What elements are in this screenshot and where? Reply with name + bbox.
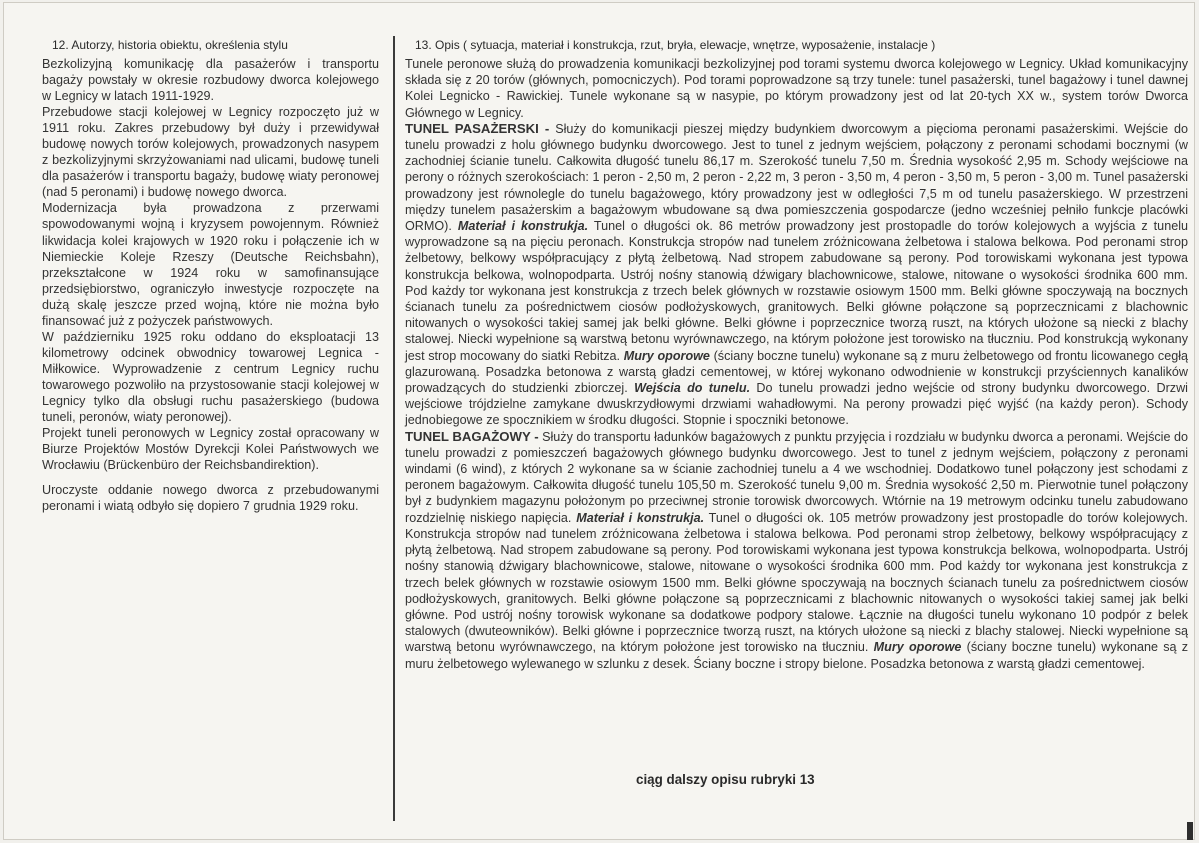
- right-column: [405, 38, 1188, 672]
- passenger-tunnel-paragraph: [405, 121, 1188, 429]
- section-12-body: [42, 56, 379, 514]
- tunnel-entrances-heading: Wejścia do tunelu.: [634, 381, 751, 396]
- paragraph: Bezkolizyjną komunikację dla pasażerów i transportu bagaży powstały w okresie rozbudowy dworca kolejowego w Legnicy w latach 1911-1929.: [42, 57, 379, 104]
- passenger-tunnel-title: TUNEL PASAŻERSKI -: [405, 120, 550, 136]
- section-13-body: [405, 56, 1188, 672]
- text-run: Służy do transportu ładunków bagażowych z punktu przyjęcia i rozdziału w budynku dworca a peronami. Wejście do tunelu prowadzi z pomieszczeń bagażowych głównego budynku dworcowego. Jest to tunel z jednym wejściem, połączony z peronami windami (6 wind), z których 2 wykonane sa w ścianie zachodniej tunelu a 4 we wschodniej. Dodatkowo tunel połączony jest schodami z peronem bagażowym. Całkowita długość tunelu 105,50 m. Szerokość tunelu 9,00 m. Średnia wysokość 2,50 m. Pierwotnie tunel połączony był z budynkiem magazynu położonym po przeciwnej stronie torowisk dworcowych. Wtórnie na 19 metrowym odcinku tunelu zabudowano rozdzielnię niskiego napięcia.: [405, 429, 1188, 525]
- paragraph: W październiku 1925 roku oddano do eksploatacji 13 kilometrowy odcinek obwodnicy towarowej Legnica - Miłkowice. Wyprowadzenie z centrum Legnicy ruchu towarowego pozwoliło na przystosowanie stacji kolejowej w Legnicy tylko dla obsługi ruchu pasażerskiego (budowa tuneli, peronów, wiaty peronowej).: [42, 329, 379, 425]
- baggage-tunnel-paragraph: [405, 429, 1188, 672]
- paragraph: Modernizacja była prowadzona z przerwami spowodowanymi wojną i kryzysem powojennym. Również likwidacja kolei krajowych w 1920 roku i połączenie ich w Niemieckie Koleje Rzeszy (Deutsche Reichsbahn), przekształcone w 1924 roku w samofinansujące przedsiębiorstwo, ograniczyło inwestycje rozpoczęte na dużą skalę jeszcze przed wojną, które nie można było finansować już z pożyczek państwowych.: [42, 201, 379, 328]
- material-heading: Materiał i konstrukja.: [457, 219, 589, 234]
- paragraph: Przebudowe stacji kolejowej w Legnicy rozpoczęto już w 1911 roku. Zakres przebudowy był duży i przewidywał budowę nowych torów kolejowych, prowadzonych nasypem z bezkolizyjnymi skrzyżowaniami nad ulicami, budowę tuneli dla pasażerów i transportu bagaży, budowę wiaty peronowej (nad 5 peronami) i budowę nowego dworca.: [42, 105, 379, 200]
- baggage-tunnel-title: TUNEL BAGAŻOWY -: [405, 428, 539, 444]
- text-run: Służy do komunikacji pieszej między budynkiem dworcowym a pięcioma peronami pasażerskimi. Wejście do tunelu prowadzi z holu głównego budynku dworcowego. Jest to tunel z jednym wejściem, połączony z peronami schodami bocznymi (w zachodniej ścianie tunelu. Całkowita długość tunelu 86,17 m. Szerokość tunelu 7,50 m. Średnia wysokość 2,95 m. Schody wejściowe na perony o różnych szerokościach: 1 peron - 2,50 m, 2 peron - 2,22 m, 3 peron - 3,50 m, 4 peron - 3,50 m, 5 peron - 3,00 m. Tunel pasażerski prowadzony jest równolegle do tunelu bagażowego, który prowadzony jest w odległości 7,5 m od tunelu pasażerskiego. W przestrzeni między tunelem pasażerskim a bagażowym wbudowane są dwa pomieszczenia gospodarcze (jedno wcześniej pełniło funkcje placówki ORMO).: [405, 121, 1189, 234]
- paragraph-gap: [42, 473, 379, 482]
- text-run: Tunel o długości ok. 86 metrów prowadzony jest prostopadle do torów kolejowych a wyjścia z tunelu wyprowadzone są na pięciu peronach. Konstrukcja stropów nad tunelem zróżnicowana żelbetowa i stalowa belkowa. Pod peronami strop żelbetowy, belkowy współpracujący z płytą żelbetową. Nad stropem zabudowane są perony. Pod torowiskami wykonana jest typowa konstrukcja belkowa, wolnopodparta. Ustrój nośny stanowią dźwigary blachownicowe, stalowe, nitowane o wysokości środnika 600 mm. Pod każdy tor wykonana jest konstrukcja z trzech belek głównych w rozstawie osiowym 1500 mm. Belki główne spoczywają na bocznych ścianach tunelu za pośrednictwem ciosów podłożyskowych, granitowych. Belki główne połączone są poprzecznicami z blachownic nitowanych o wysokości takiej samej jak belki główne. Belki główne i poprzecznice tworzą ruszt, na których ułożone są niecki z blachy stalowej. Niecki wypełnione są warstwą betonu wyrównawczego, na którym położone jest torowisko na tłuczniu. Pod konstrukcją wykonany jest strop mocowany do siatki Rebitza.: [405, 219, 1188, 363]
- material-heading: Materiał i konstrukja.: [576, 510, 705, 525]
- column-divider: [393, 36, 395, 821]
- section-13-header: 13. Opis ( sytuacja, materiał i konstrukcja, rzut, bryła, elewacje, wnętrze, wyposażenie, instalacje ): [415, 38, 936, 52]
- left-column: [42, 38, 379, 514]
- retaining-walls-heading: Mury oporowe: [623, 348, 710, 363]
- text-run: Do tunelu prowadzi jedno wejście od strony budynku dworcowego. Drzwi wejściowe trójdzielne zamykane dwuskrzydłowymi drzwiami wahadłowymi. Na perony prowadzi pięć wyjść (na każdy peron). Schody jednobiegowe ze spocznikiem w środku długości. Stopnie i spoczniki betonowe.: [405, 381, 1188, 428]
- intro-paragraph: Tunele peronowe służą do prowadzenia komunikacji bezkolizyjnej pod torami systemu dworca kolejowego w Legnicy. Układ komunikacyjny składa się z 20 torów (głównych, pomocniczych). Pod torami poprowadzone są trzy tunele: tunel pasażerski, tunel bagażowy i tunel dawnej Kolei Legnicko - Rawickiej. Tunele wykonane są w nasypie, po którym prowadzony jest od lat 20-tych XX w., system torów Dworca Głównego w Legnicy.: [405, 57, 1188, 120]
- paragraph: Projekt tuneli peronowych w Legnicy został opracowany w Biurze Projektów Mostów Dyrekcji Kolei Państwowych we Wrocławiu (Brückenbüro der Reichsbandirektion).: [42, 426, 379, 473]
- text-run: (ściany boczne tunelu) wykonane są z muru żelbetowego wylewanego w szlunku z desek. Ściany boczne i stropy bielone. Posadzka betonowa z warstą gładzi cementowej.: [405, 640, 1189, 671]
- section-12-header: 12. Autorzy, historia obiektu, określenia stylu: [52, 38, 288, 52]
- text-run: Tunel o długości ok. 105 metrów prowadzony jest prostopadle do torów kolejowych. Konstrukcja stropów nad tunelem zróżnicowana żelbetowa i stalowa belkowa. Pod peronami strop żelbetowy, belkowy współpracujący z płytą żelbetową. Nad stropem zabudowane są perony. Pod torowiskami wykonana jest typowa konstrukcja belkowa, wolnopodparta. Ustrój nośny stanowią dźwigary blachownicowe, stalowe, nitowane o wysokości środnika 600 mm. Pod każdy tor wykonana jest konstrukcja z trzech belek głównych w rozstawie osiowym 1500 mm. Belki główne spoczywają na bocznych ścianach tunelu za pośrednictwem ciosów podłożyskowych, granitowych. Belki główne połączone są poprzecznicami z blachownic nitowanych o wysokości takiej samej jak belki główne. Pod ustrój nośny torowisk wykonane sa dodatkowe podpory stalowe. Łącznie na długości tunelu wykonano 10 podpór z belek stalowych (dwuteowników). Belki główne i poprzecznice tworzą ruszt, na których ułożone są niecki z blachy stalowej. Niecki wypełnione są warstwą betonu wyrównawczego, na którym położone jest torowisko na tłuczniu.: [405, 510, 1189, 655]
- continued-note: ciąg dalszy opisu rubryki 13: [636, 772, 815, 787]
- retaining-walls-heading: Mury oporowe: [873, 640, 962, 655]
- paragraph: Uroczyste oddanie nowego dworca z przebudowanymi peronami i wiatą odbyło się dopiero 7 grudnia 1929 roku.: [42, 483, 379, 514]
- text-run: (ściany boczne tunelu) wykonane są z muru żelbetowego od frontu licowanego cegłą glazurowaną. Posadzka betonowa z warstą gładzi cementowej, w której wykonano odwodnienie w konstrukcji przyściennych kanalików prowadzących do studzienki zbiorczej.: [405, 348, 1189, 396]
- page-corner-mark: [1187, 822, 1193, 840]
